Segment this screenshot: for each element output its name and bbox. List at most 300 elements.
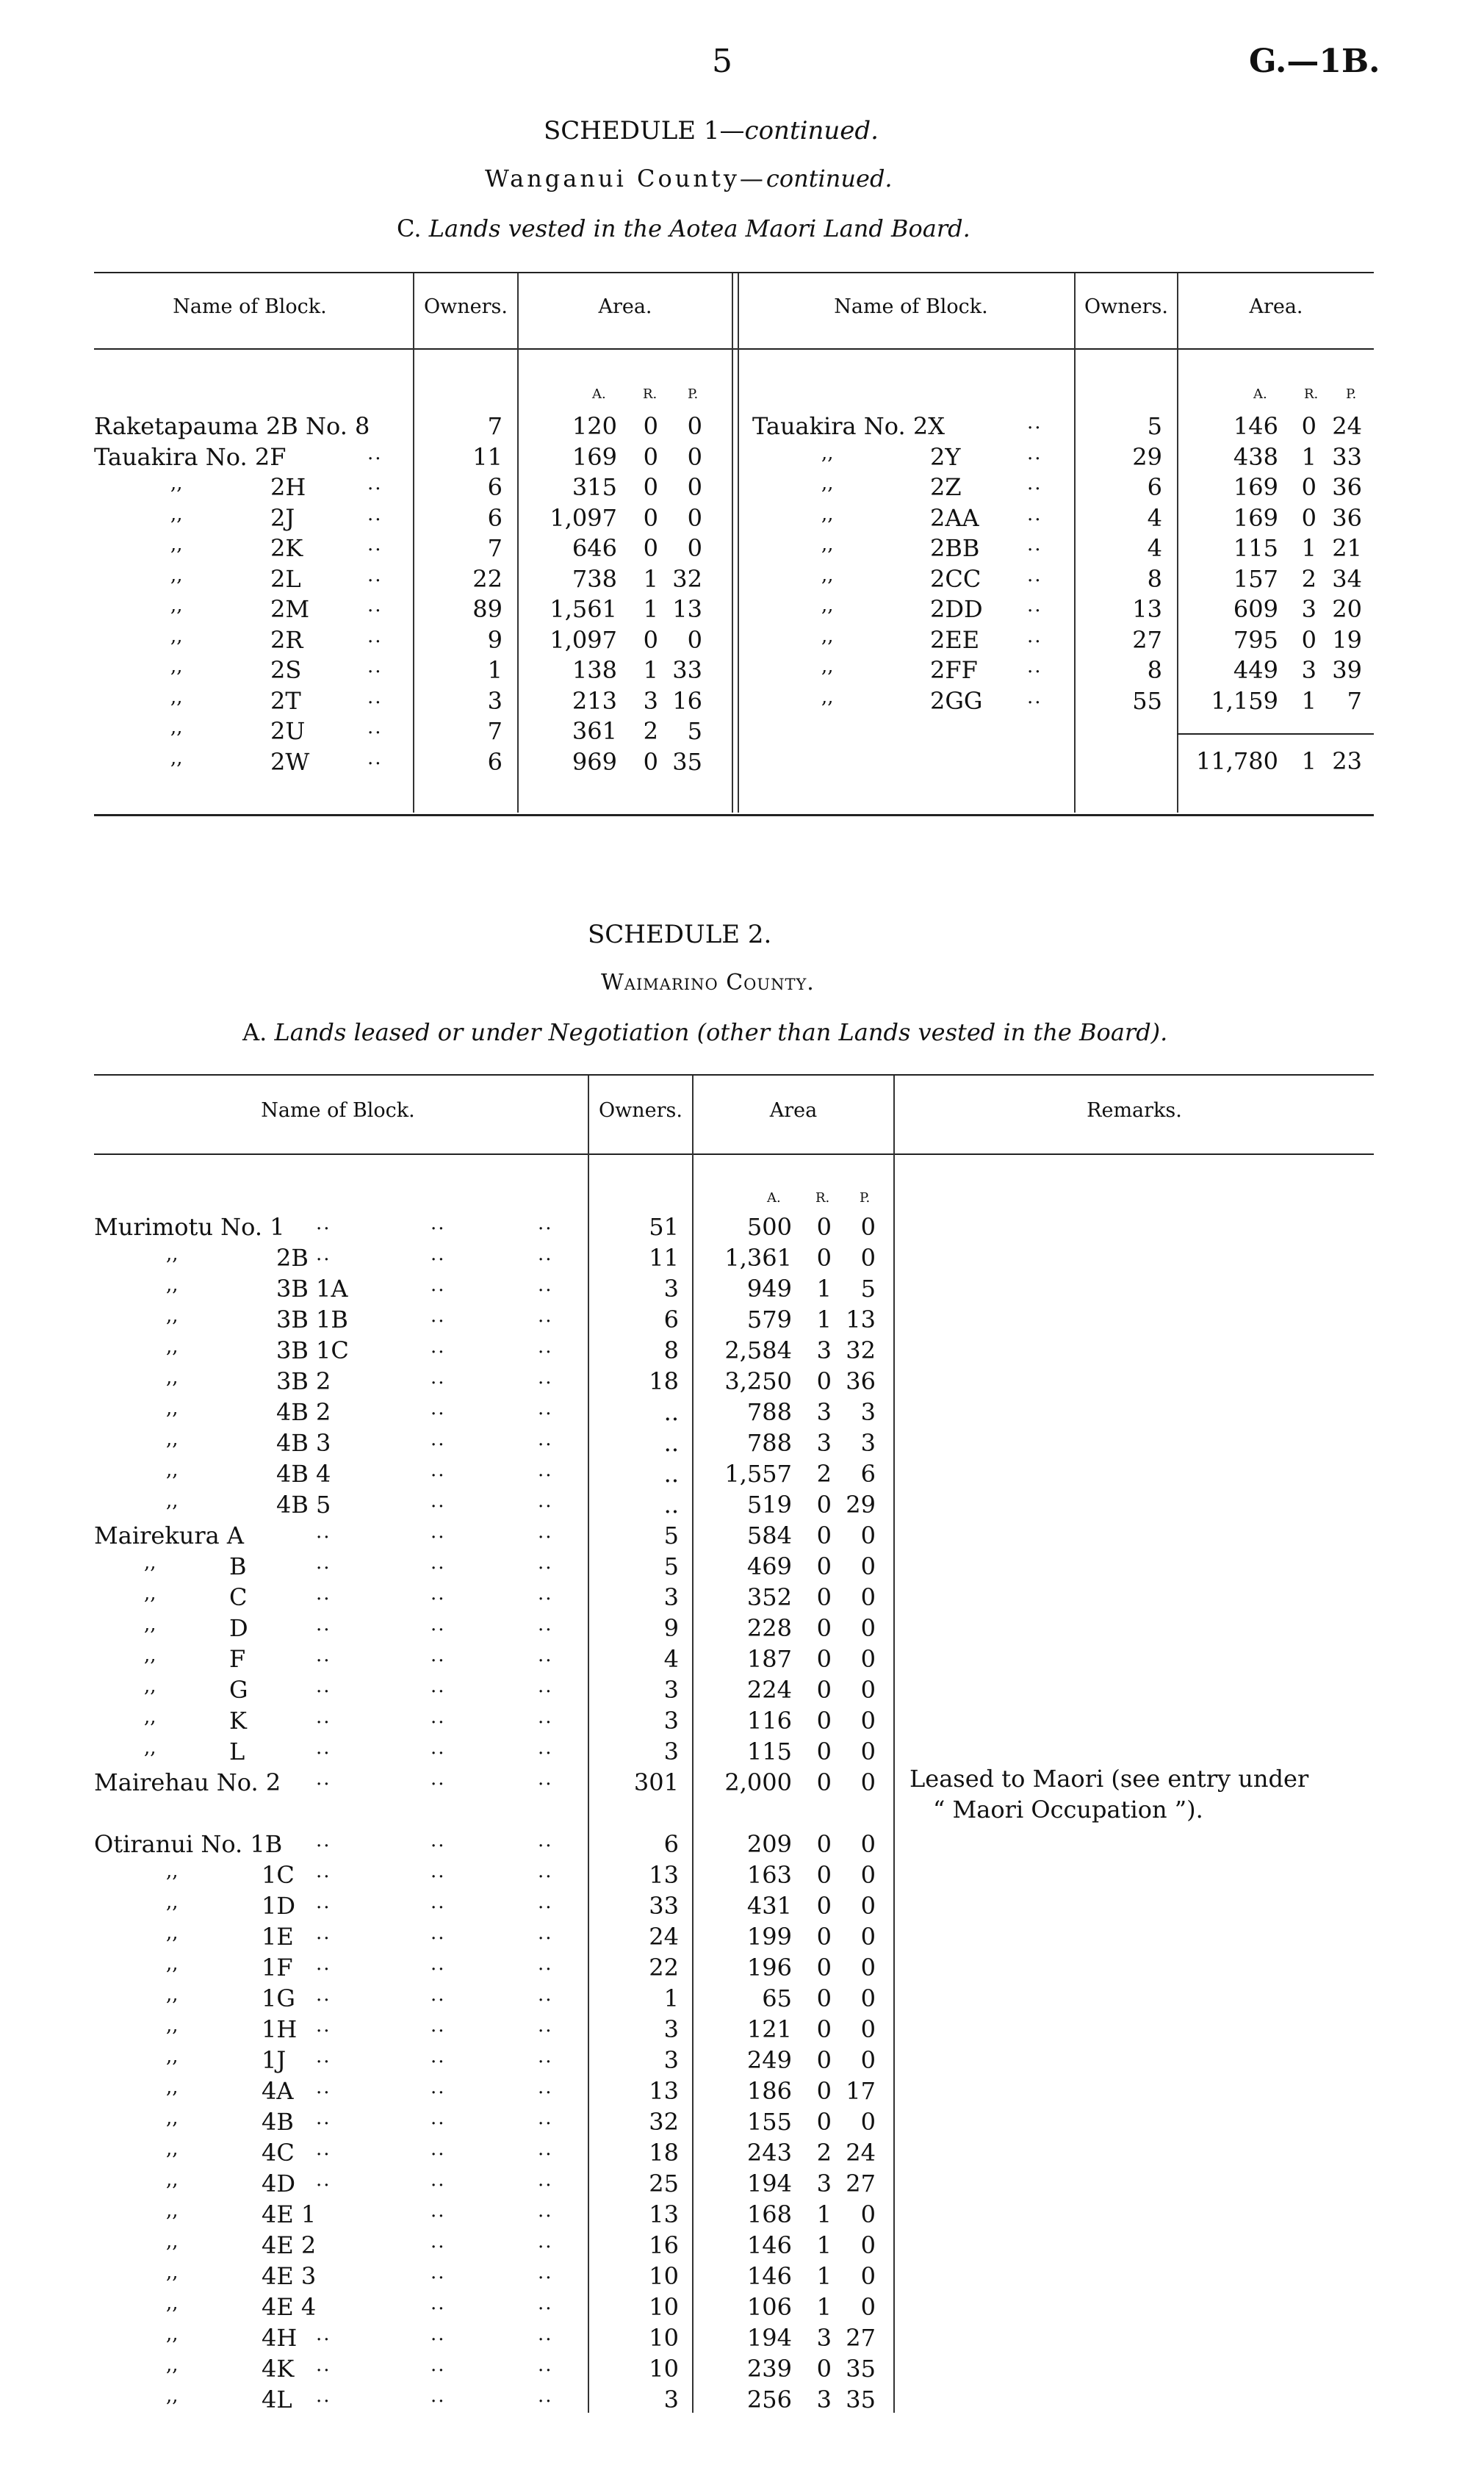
area-roods: 0: [643, 442, 658, 471]
schedule-2-county: Waimarino County.: [601, 970, 815, 996]
leader-dots: ..: [1027, 411, 1042, 433]
area-roods: 3: [816, 1398, 832, 1426]
area-perches: 20: [1332, 595, 1362, 623]
area-acres: 209: [746, 1830, 792, 1858]
area-perches: 7: [1347, 686, 1362, 715]
block-name: 4L: [262, 2386, 292, 2413]
area-roods: 0: [1301, 473, 1316, 501]
area-perches: 0: [860, 2108, 876, 2136]
ditto-mark: ,,: [166, 2323, 179, 2345]
owners-count: 3: [663, 1676, 679, 1704]
ditto-mark: ,,: [166, 1397, 179, 1419]
area-acres: 168: [746, 2200, 792, 2228]
leader-dots: ..: [538, 1459, 553, 1481]
owners-count: 29: [1132, 442, 1162, 471]
leader-dots: ..: [316, 1613, 331, 1635]
s1-col-name-right: Name of Block.: [834, 295, 988, 318]
area-perches: 0: [860, 2293, 876, 2321]
area-acres: 146: [746, 2231, 792, 2259]
area-perches: 0: [860, 1244, 876, 1272]
leader-dots: ..: [316, 1953, 331, 1975]
leader-dots: ..: [538, 1552, 553, 1574]
area-roods: 1: [816, 2200, 832, 2228]
ditto-mark: ,,: [166, 1428, 179, 1450]
leader-dots: ..: [1027, 685, 1042, 708]
area-perches: 0: [860, 1614, 876, 1642]
leader-dots: ..: [367, 472, 383, 494]
leader-dots: ..: [431, 1212, 446, 1234]
area-roods: 0: [816, 1738, 832, 1765]
block-name: 4A: [262, 2077, 294, 2105]
area-roods: 1: [816, 2293, 832, 2321]
leader-dots: ..: [538, 1212, 553, 1234]
leader-dots: ..: [431, 2385, 446, 2407]
leader-dots: ..: [316, 2107, 331, 2129]
leader-dots: ..: [316, 1521, 331, 1543]
leader-dots: ..: [431, 2045, 446, 2067]
area-perches: 17: [846, 2077, 876, 2105]
area-roods: 2: [816, 2139, 832, 2167]
leader-dots: ..: [316, 1706, 331, 1728]
leader-dots: ..: [1027, 655, 1042, 677]
area-roods: 0: [816, 1768, 832, 1796]
area-acres: 155: [746, 2108, 792, 2136]
leader-dots: ..: [316, 1212, 331, 1234]
leader-dots: ..: [431, 2076, 446, 2098]
ditto-mark: ,,: [166, 2076, 179, 2098]
ditto-mark: ,,: [821, 533, 834, 555]
leader-dots: ..: [431, 1552, 446, 1574]
leader-dots: ..: [1027, 533, 1042, 555]
owners-count: 16: [649, 2231, 679, 2259]
ditto-mark: ,,: [166, 1891, 179, 1913]
leader-dots: ..: [538, 2354, 553, 2376]
owners-count: 9: [663, 1614, 679, 1642]
total-roods: 1: [1301, 747, 1316, 775]
area-acres: 169: [1233, 473, 1278, 501]
area-acres: 169: [1233, 503, 1278, 532]
ditto-mark: ,,: [144, 1583, 156, 1605]
ditto-mark: ,,: [170, 685, 183, 708]
block-name: K: [229, 1707, 247, 1735]
ditto-mark: ,,: [144, 1675, 156, 1697]
block-name: G: [229, 1676, 248, 1704]
block-name: 2H: [270, 473, 306, 501]
ditto-mark: ,,: [144, 1737, 156, 1759]
block-name: 1C: [262, 1861, 295, 1889]
owners-count: 13: [649, 2200, 679, 2228]
area-acres: 431: [746, 1892, 792, 1920]
area-roods: 3: [816, 1336, 832, 1364]
area-roods: 0: [1301, 503, 1316, 532]
leader-dots: ..: [316, 2385, 331, 2407]
area-acres: 788: [746, 1398, 792, 1426]
owners-count: ..: [663, 1398, 679, 1426]
ditto-mark: ,,: [821, 594, 834, 616]
leader-dots: ..: [538, 1336, 553, 1358]
area-acres: 194: [746, 2324, 792, 2352]
s2-col-name: Name of Block.: [261, 1099, 415, 1122]
area-perches: 0: [860, 1954, 876, 1981]
ditto-mark: ,,: [166, 2354, 179, 2376]
leader-dots: ..: [538, 1737, 553, 1759]
ditto-mark: ,,: [821, 564, 834, 586]
owners-count: 18: [649, 2139, 679, 2167]
owners-count: 9: [487, 625, 503, 654]
area-perches: 32: [672, 564, 702, 593]
area-roods: 0: [816, 1861, 832, 1889]
area-roods: 0: [816, 1367, 832, 1395]
owners-count: 10: [649, 2262, 679, 2290]
ditto-mark: ,,: [166, 1459, 179, 1481]
leader-dots: ..: [538, 1829, 553, 1851]
block-name: Mairehau No. 2: [94, 1768, 281, 1796]
s1-col-name-left: Name of Block.: [173, 295, 327, 318]
owners-count: 10: [649, 2293, 679, 2321]
leader-dots: ..: [1027, 564, 1042, 586]
owners-count: 5: [663, 1522, 679, 1549]
owners-count: 8: [663, 1336, 679, 1364]
area-roods: 0: [643, 747, 658, 776]
leader-dots: ..: [431, 2261, 446, 2283]
area-perches: 0: [860, 2200, 876, 2228]
area-perches: 35: [672, 747, 702, 776]
leader-dots: ..: [431, 1860, 446, 1882]
leader-dots: ..: [538, 1644, 553, 1666]
leader-dots: ..: [431, 1459, 446, 1481]
area-roods: 0: [643, 473, 658, 501]
leader-dots: ..: [316, 2354, 331, 2376]
area-perches: 0: [687, 625, 702, 654]
block-name: 2R: [270, 625, 303, 654]
leader-dots: ..: [538, 1367, 553, 1389]
leader-dots: ..: [431, 2138, 446, 2160]
area-acres: 115: [1233, 534, 1278, 562]
block-name: 2BB: [930, 534, 980, 562]
area-perches: 0: [860, 2015, 876, 2043]
ditto-mark: ,,: [166, 2045, 179, 2067]
block-name: L: [229, 1738, 245, 1765]
owners-count: 13: [1132, 595, 1162, 623]
area-perches: 19: [1332, 625, 1362, 654]
block-name: 2Y: [930, 442, 961, 471]
leader-dots: ..: [538, 1706, 553, 1728]
owners-count: 3: [663, 1583, 679, 1611]
owners-count: 10: [649, 2355, 679, 2383]
block-name: Tauakira No. 2X: [752, 412, 945, 440]
ditto-mark: ,,: [166, 2015, 179, 2037]
owners-count: 1: [487, 656, 503, 684]
ditto-mark: ,,: [170, 746, 183, 769]
area-acres: 609: [1233, 595, 1278, 623]
owners-count: 6: [663, 1830, 679, 1858]
area-perches: 27: [846, 2324, 876, 2352]
owners-count: 6: [663, 1306, 679, 1333]
area-perches: 36: [1332, 503, 1362, 532]
area-acres: 121: [746, 2015, 792, 2043]
area-roods: 0: [643, 625, 658, 654]
owners-count: 7: [487, 412, 503, 440]
owners-count: 18: [649, 1367, 679, 1395]
owners-count: 6: [487, 473, 503, 501]
ditto-mark: ,,: [170, 533, 183, 555]
area-acres: 315: [572, 473, 617, 501]
leader-dots: ..: [431, 1336, 446, 1358]
block-name: 1D: [262, 1892, 296, 1920]
ditto-mark: ,,: [821, 503, 834, 525]
leader-dots: ..: [316, 2138, 331, 2160]
s1-unit-p: P.: [1346, 386, 1357, 402]
area-acres: 228: [746, 1614, 792, 1642]
area-perches: 6: [860, 1460, 876, 1488]
area-acres: 2,000: [724, 1768, 792, 1796]
area-acres: 469: [746, 1552, 792, 1580]
owners-count: 13: [649, 2077, 679, 2105]
leader-dots: ..: [538, 1953, 553, 1975]
area-perches: 0: [687, 442, 702, 471]
area-acres: 116: [746, 1707, 792, 1735]
owners-count: 55: [1132, 686, 1162, 715]
ditto-mark: ,,: [170, 655, 183, 677]
area-perches: 0: [860, 2262, 876, 2290]
leader-dots: ..: [316, 1891, 331, 1913]
area-acres: 519: [746, 1491, 792, 1519]
owners-count: 6: [487, 503, 503, 532]
area-acres: 438: [1233, 442, 1278, 471]
owners-count: 4: [1147, 534, 1162, 562]
leader-dots: ..: [538, 2107, 553, 2129]
area-acres: 115: [746, 1738, 792, 1765]
leader-dots: ..: [367, 533, 383, 555]
leader-dots: ..: [1027, 624, 1042, 647]
area-acres: 795: [1233, 625, 1278, 654]
ditto-mark: ,,: [166, 1922, 179, 1944]
owners-count: 22: [472, 564, 503, 593]
area-perches: 21: [1332, 534, 1362, 562]
block-name: 3B 2: [276, 1367, 331, 1395]
owners-count: 3: [663, 1738, 679, 1765]
block-name: 3B 1C: [276, 1336, 349, 1364]
area-roods: 3: [816, 1429, 832, 1457]
block-name: 4C: [262, 2139, 295, 2167]
owners-count: 3: [663, 2046, 679, 2074]
block-name: 1F: [262, 1954, 293, 1981]
ditto-mark: ,,: [170, 624, 183, 647]
area-perches: 0: [860, 1707, 876, 1735]
leader-dots: ..: [538, 1891, 553, 1913]
leader-dots: ..: [431, 2169, 446, 2191]
ditto-mark: ,,: [166, 1860, 179, 1882]
area-roods: 0: [816, 1830, 832, 1858]
area-acres: 146: [1233, 412, 1278, 440]
area-acres: 187: [746, 1645, 792, 1673]
area-acres: 239: [746, 2355, 792, 2383]
block-name: Murimotu No. 1: [94, 1213, 285, 1241]
area-roods: 3: [1301, 595, 1316, 623]
leader-dots: ..: [1027, 472, 1042, 494]
leader-dots: ..: [431, 1644, 446, 1666]
area-roods: 3: [816, 2324, 832, 2352]
owners-count: 3: [663, 1275, 679, 1303]
leader-dots: ..: [538, 2292, 553, 2314]
block-name: 1J: [262, 2046, 287, 2074]
total-perches: 23: [1332, 747, 1362, 775]
ditto-mark: ,,: [166, 1367, 179, 1389]
schedule-2-section: A. Lands leased or under Negotiation (other than Lands vested in the Board).: [242, 1018, 1168, 1046]
block-name: 4B 4: [276, 1460, 331, 1488]
ditto-mark: ,,: [166, 1243, 179, 1265]
leader-dots: ..: [431, 1737, 446, 1759]
block-name: 1G: [262, 1984, 295, 2012]
s2-col-owners: Owners.: [599, 1099, 682, 1122]
area-perches: 3: [860, 1398, 876, 1426]
owners-count: 7: [487, 717, 503, 745]
remark-mairehau: Leased to Maori (see entry under “ Maori Occupation ”).: [910, 1765, 1309, 1824]
block-name: 2W: [270, 747, 310, 776]
area-perches: 36: [846, 1367, 876, 1395]
leader-dots: ..: [316, 1583, 331, 1605]
area-perches: 0: [860, 1552, 876, 1580]
block-name: 2J: [270, 503, 295, 532]
schedule-1-county: Wanganui County—continued.: [485, 165, 893, 192]
area-perches: 0: [860, 1522, 876, 1549]
block-name: 4D: [262, 2170, 296, 2197]
block-name: 1H: [262, 2015, 298, 2043]
owners-count: 301: [633, 1768, 679, 1796]
block-name: 2EE: [930, 625, 980, 654]
owners-count: 5: [1147, 412, 1162, 440]
block-name: 2U: [270, 717, 306, 745]
ditto-mark: ,,: [170, 594, 183, 616]
leader-dots: ..: [431, 1768, 446, 1790]
ditto-mark: ,,: [144, 1613, 156, 1635]
area-acres: 1,097: [550, 503, 617, 532]
leader-dots: ..: [538, 1613, 553, 1635]
area-perches: 0: [860, 1213, 876, 1241]
area-acres: 224: [746, 1676, 792, 1704]
area-acres: 1,361: [724, 1244, 792, 1272]
ditto-mark: ,,: [821, 442, 834, 464]
area-roods: 1: [816, 2262, 832, 2290]
area-perches: 39: [1332, 656, 1362, 684]
area-roods: 0: [643, 503, 658, 532]
area-roods: 3: [816, 2170, 832, 2197]
leader-dots: ..: [538, 1675, 553, 1697]
area-perches: 0: [860, 1892, 876, 1920]
leader-dots: ..: [367, 503, 383, 525]
leader-dots: ..: [316, 1243, 331, 1265]
block-name: 2Z: [930, 473, 962, 501]
area-acres: 579: [746, 1306, 792, 1333]
block-name: 2DD: [930, 595, 983, 623]
area-perches: 0: [860, 1583, 876, 1611]
area-roods: 2: [1301, 564, 1316, 593]
leader-dots: ..: [431, 1891, 446, 1913]
ditto-mark: ,,: [144, 1552, 156, 1574]
block-name: 1E: [262, 1923, 294, 1951]
leader-dots: ..: [431, 2015, 446, 2037]
leader-dots: ..: [431, 1243, 446, 1265]
area-acres: 1,561: [550, 595, 617, 623]
area-roods: 1: [816, 2231, 832, 2259]
area-acres: 138: [572, 656, 617, 684]
leader-dots: ..: [316, 1768, 331, 1790]
leader-dots: ..: [431, 1274, 446, 1296]
block-name: 2FF: [930, 656, 978, 684]
s1-col-owners-left: Owners.: [424, 295, 508, 318]
block-name: C: [229, 1583, 248, 1611]
block-name: F: [229, 1645, 246, 1673]
s2-col-area: Area: [769, 1099, 818, 1122]
owners-count: 89: [472, 595, 503, 623]
area-roods: 0: [816, 1984, 832, 2012]
area-acres: 163: [746, 1861, 792, 1889]
area-roods: 3: [643, 686, 658, 715]
area-roods: 0: [816, 1522, 832, 1549]
block-name: 3B 1B: [276, 1306, 348, 1333]
block-name: 4E 4: [262, 2293, 317, 2321]
owners-count: 13: [649, 1861, 679, 1889]
area-perches: 24: [846, 2139, 876, 2167]
block-name: 4E 3: [262, 2262, 317, 2290]
area-roods: 0: [816, 1707, 832, 1735]
s1-col-area-right: Area.: [1249, 295, 1303, 318]
area-acres: 738: [572, 564, 617, 593]
leader-dots: ..: [367, 685, 383, 708]
owners-count: 27: [1132, 625, 1162, 654]
area-perches: 3: [860, 1429, 876, 1457]
leader-dots: ..: [316, 1552, 331, 1574]
area-acres: 213: [572, 686, 617, 715]
block-name: 4B 5: [276, 1491, 331, 1519]
s1-unit-a: A.: [592, 386, 606, 402]
area-acres: 256: [746, 2386, 792, 2413]
leader-dots: ..: [431, 1953, 446, 1975]
leader-dots: ..: [431, 2292, 446, 2314]
area-acres: 2,584: [724, 1336, 792, 1364]
area-acres: 1,159: [1211, 686, 1278, 715]
area-perches: 0: [860, 1645, 876, 1673]
area-roods: 0: [1301, 412, 1316, 440]
s1-unit-r: R.: [1304, 386, 1319, 402]
ditto-mark: ,,: [821, 472, 834, 494]
area-acres: 65: [762, 1984, 792, 2012]
leader-dots: ..: [316, 2015, 331, 2037]
owners-count: 4: [663, 1645, 679, 1673]
leader-dots: ..: [538, 1490, 553, 1512]
owners-count: 10: [649, 2324, 679, 2352]
s1-col-area-left: Area.: [598, 295, 652, 318]
ditto-mark: ,,: [166, 1336, 179, 1358]
leader-dots: ..: [538, 1768, 553, 1790]
ditto-mark: ,,: [144, 1644, 156, 1666]
leader-dots: ..: [431, 1984, 446, 2006]
leader-dots: ..: [538, 2015, 553, 2037]
leader-dots: ..: [367, 716, 383, 738]
owners-count: 8: [1147, 564, 1162, 593]
area-roods: 0: [816, 1614, 832, 1642]
owners-count: 6: [1147, 473, 1162, 501]
ditto-mark: ,,: [166, 2200, 179, 2222]
area-roods: 0: [816, 1552, 832, 1580]
area-perches: 35: [846, 2386, 876, 2413]
owners-count: 7: [487, 534, 503, 562]
block-name: 2GG: [930, 686, 983, 715]
leader-dots: ..: [538, 1922, 553, 1944]
area-perches: 0: [860, 1676, 876, 1704]
leader-dots: ..: [431, 1397, 446, 1419]
leader-dots: ..: [367, 564, 383, 586]
